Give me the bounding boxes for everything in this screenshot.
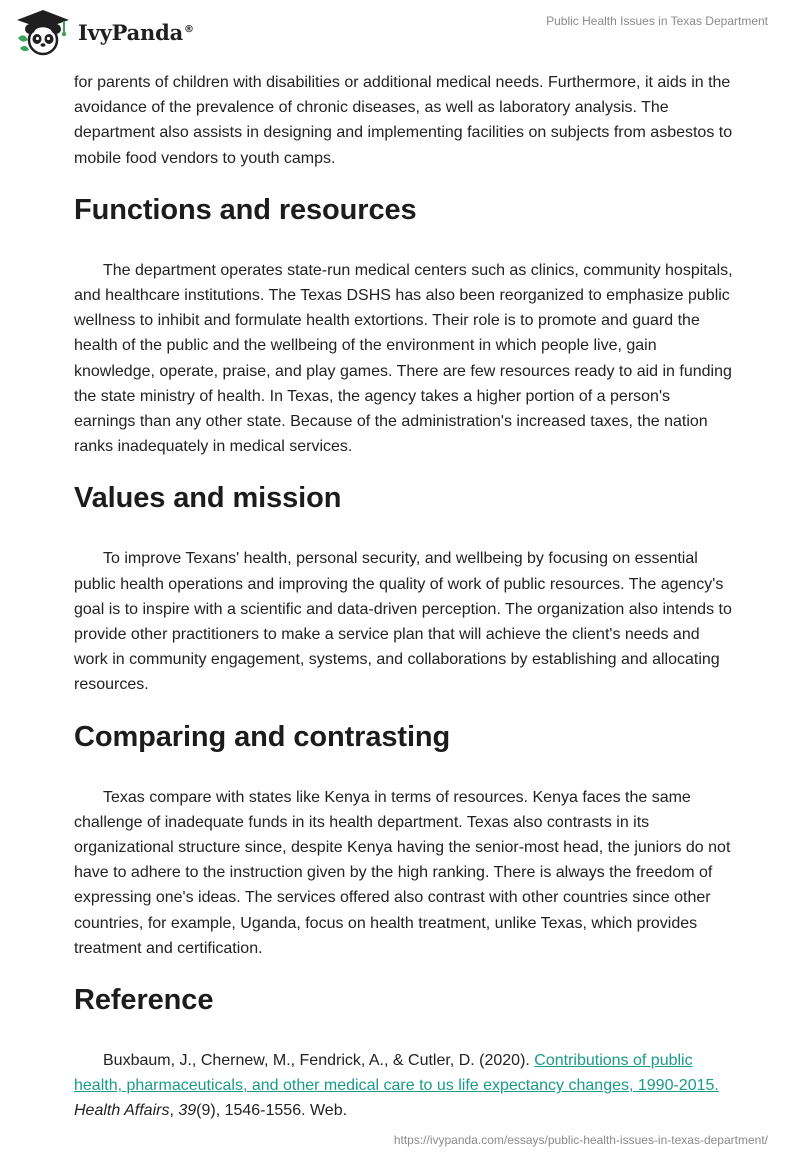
panda-graduate-icon <box>14 8 72 56</box>
page-header <box>0 0 800 64</box>
brand-logo[interactable] <box>14 8 194 56</box>
reference-volume: 39 <box>178 1102 197 1120</box>
reference-authors: Buxbaum, J., Chernew, M., Fendrick, A., & Cutler, D. (2020). <box>103 1052 535 1070</box>
essay-body <box>74 70 734 1124</box>
reference-entry: Buxbaum, J., Chernew, M., Fendrick, A., & Cutler, D. (2020). Contributions of public health, pharmaceuticals, and other medical care to us life expectancy changes, 1990-2015. Health Affairs, 39(9), 1546-1556. Web. <box>74 1052 719 1120</box>
section-heading-functions: Functions and resources <box>74 193 417 226</box>
section-heading-values: Values and mission <box>74 482 342 515</box>
intro-paragraph: for parents of children with disabilities or additional medical needs. Furthermore, it aids in the avoidance of the prevalence of chronic diseases, as well as laboratory analysis. The department also assists in designing and implementing facilities on subjects from asbestos to mobile food vendors to youth camps. <box>74 74 733 167</box>
section-paragraph-functions: The department operates state-run medical centers such as clinics, community hospitals, and healthcare institutions. The Texas DSHS has also been reorganized to emphasize public wellness to inhibit and formulate health extortions. Their role is to promote and guard the health of the public and the wellbeing of the environment in which people live, gain knowledge, operate, praise, and play games. There are few resources ready to aid in funding the state ministry of health. In Texas, the agency takes a higher portion of a person's earnings than any other state. Because of the administration's increased taxes, the nation ranks inadequately in medical services. <box>74 261 733 456</box>
section-heading-comparing: Comparing and contrasting <box>74 720 451 753</box>
reference-link[interactable]: Contributions of public health, pharmaceuticals, and other medical care to us life expectancy changes, 1990-2015. <box>74 1052 719 1095</box>
section-heading-reference: Reference <box>74 984 214 1017</box>
brand-name: IvyPanda® <box>78 19 194 45</box>
footer-url[interactable]: https://ivypanda.com/essays/public-health-issues-in-texas-department/ <box>393 1133 768 1147</box>
section-paragraph-values: To improve Texans' health, personal security, and wellbeing by focusing on essential public health operations and improving the quality of work of public resources. The agency's goal is to inspire with a scientific and data-driven perception. The organization also intends to provide other practitioners to make a service plan that will achieve the client's needs and work in community engagement, systems, and collaborations by establishing and allocating resources. <box>74 550 732 694</box>
section-paragraph-comparing: Texas compare with states like Kenya in terms of resources. Kenya faces the same challenge of inadequate funds in its health department. Texas also contrasts in its organizational structure since, despite Kenya having the senior-most head, the juniors do not have to adhere to the instruction given by the high ranking. There is always the freedom of expressing one's ideas. The services offered also contrast with other countries since other countries, for example, Uganda, focus on health treatment, unlike Texas, which provides treatment and certification. <box>74 788 731 957</box>
reference-issue-pages: (9), 1546-1556. Web. <box>196 1102 348 1120</box>
document-title: Public Health Issues in Texas Department <box>546 14 768 28</box>
reference-journal: Health Affairs <box>74 1102 170 1120</box>
registered-mark: ® <box>184 23 194 35</box>
